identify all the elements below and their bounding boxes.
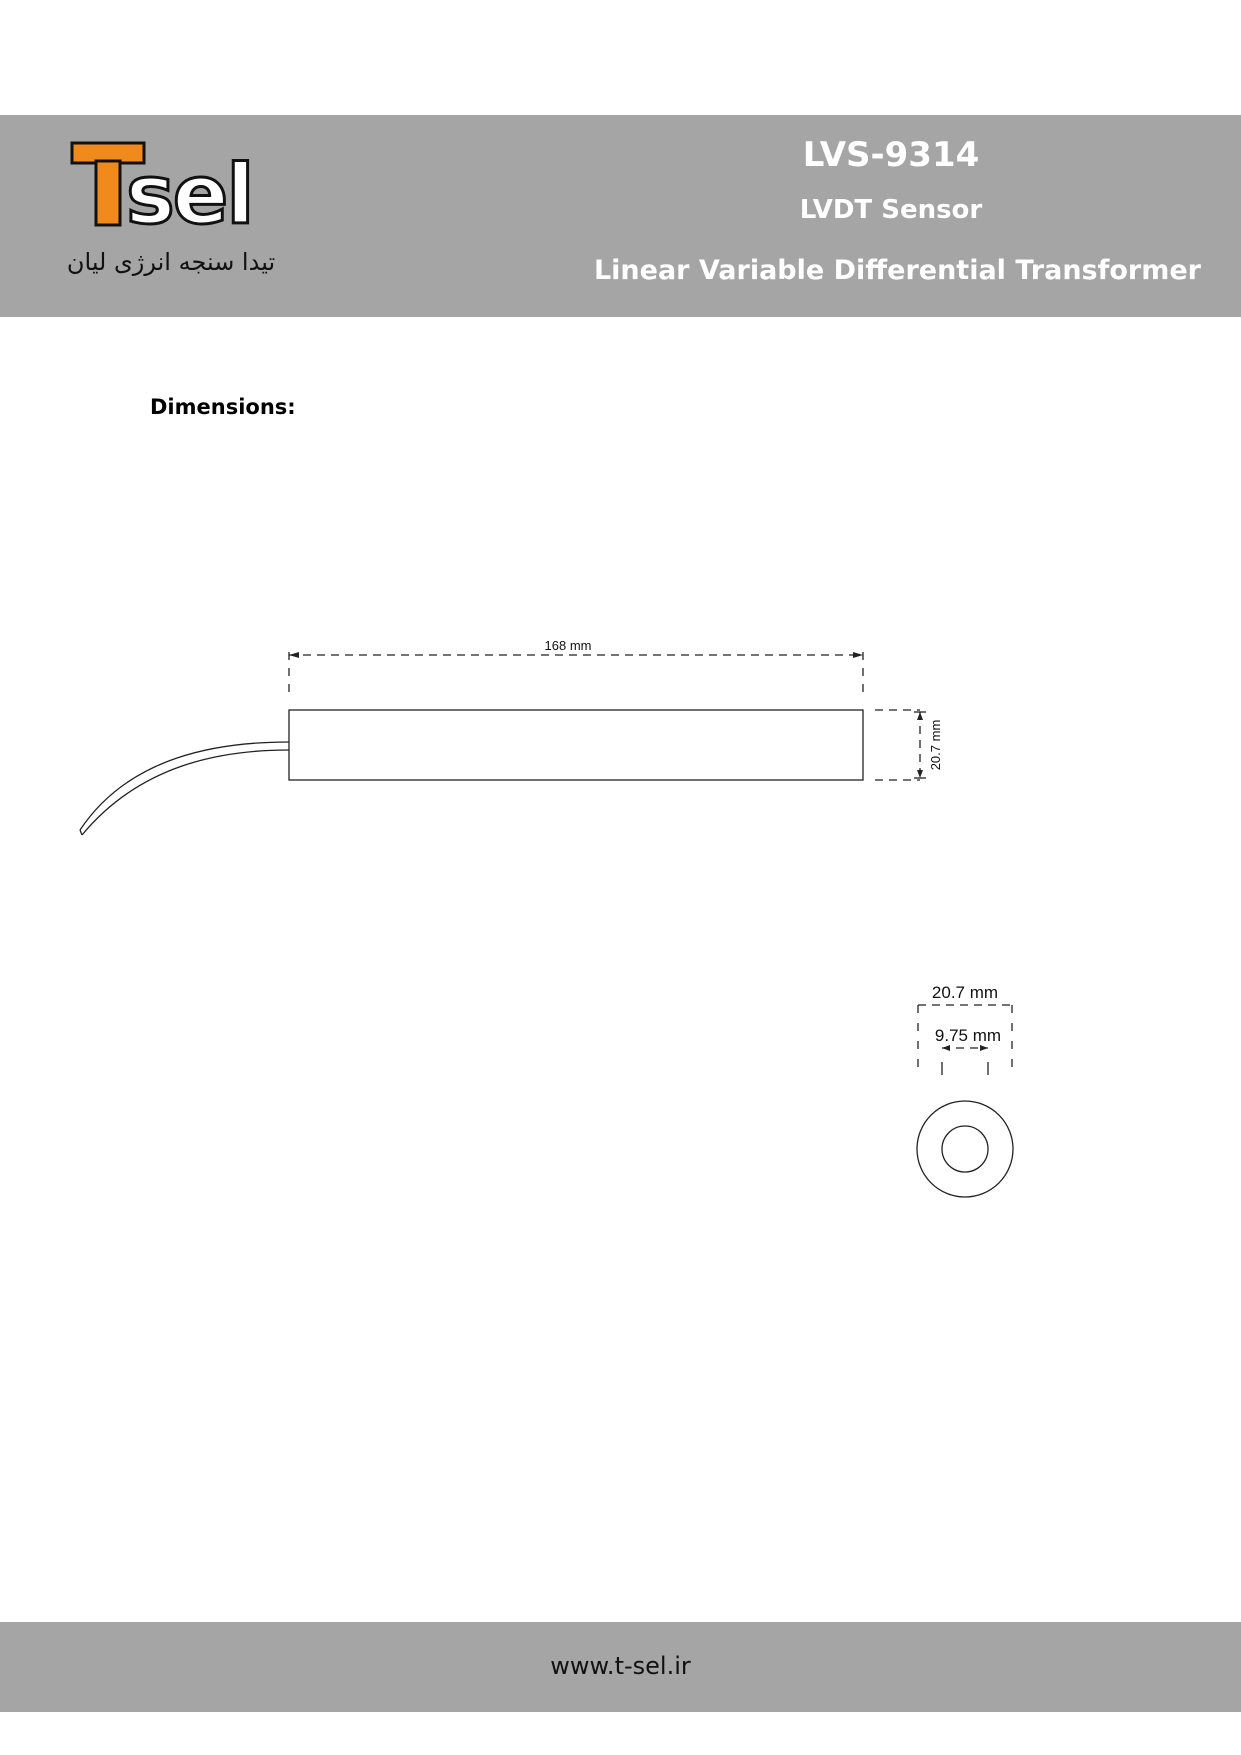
dimensions-heading: Dimensions: <box>150 395 296 419</box>
website-link[interactable]: www.t-sel.ir <box>550 1652 691 1680</box>
tsel-logo <box>66 135 276 280</box>
height-label: 20.7 mm <box>928 719 943 771</box>
header-titles <box>581 115 1201 317</box>
model-number: LVS-9314 <box>802 135 980 175</box>
header-band <box>0 115 1241 317</box>
end-view-inner-circle <box>942 1126 988 1172</box>
sensor-cable <box>80 742 289 830</box>
sensor-body <box>289 710 863 780</box>
svg-text:sel: sel <box>126 148 253 243</box>
footer-band <box>0 1622 1241 1712</box>
outer-diameter-label: 20.7 mm <box>931 983 999 1002</box>
product-full-name: Linear Variable Differential Transformer <box>593 255 1201 286</box>
end-view-outer-circle <box>917 1101 1013 1197</box>
product-subtitle: LVDT Sensor <box>799 195 983 225</box>
svg-text:تیدا سنجه انرژی لیان: تیدا سنجه انرژی لیان <box>66 248 276 276</box>
inner-diameter-label: 9.75 mm <box>934 1026 1002 1045</box>
length-label: 168 mm <box>544 638 592 653</box>
dimension-drawing <box>0 600 1241 1240</box>
